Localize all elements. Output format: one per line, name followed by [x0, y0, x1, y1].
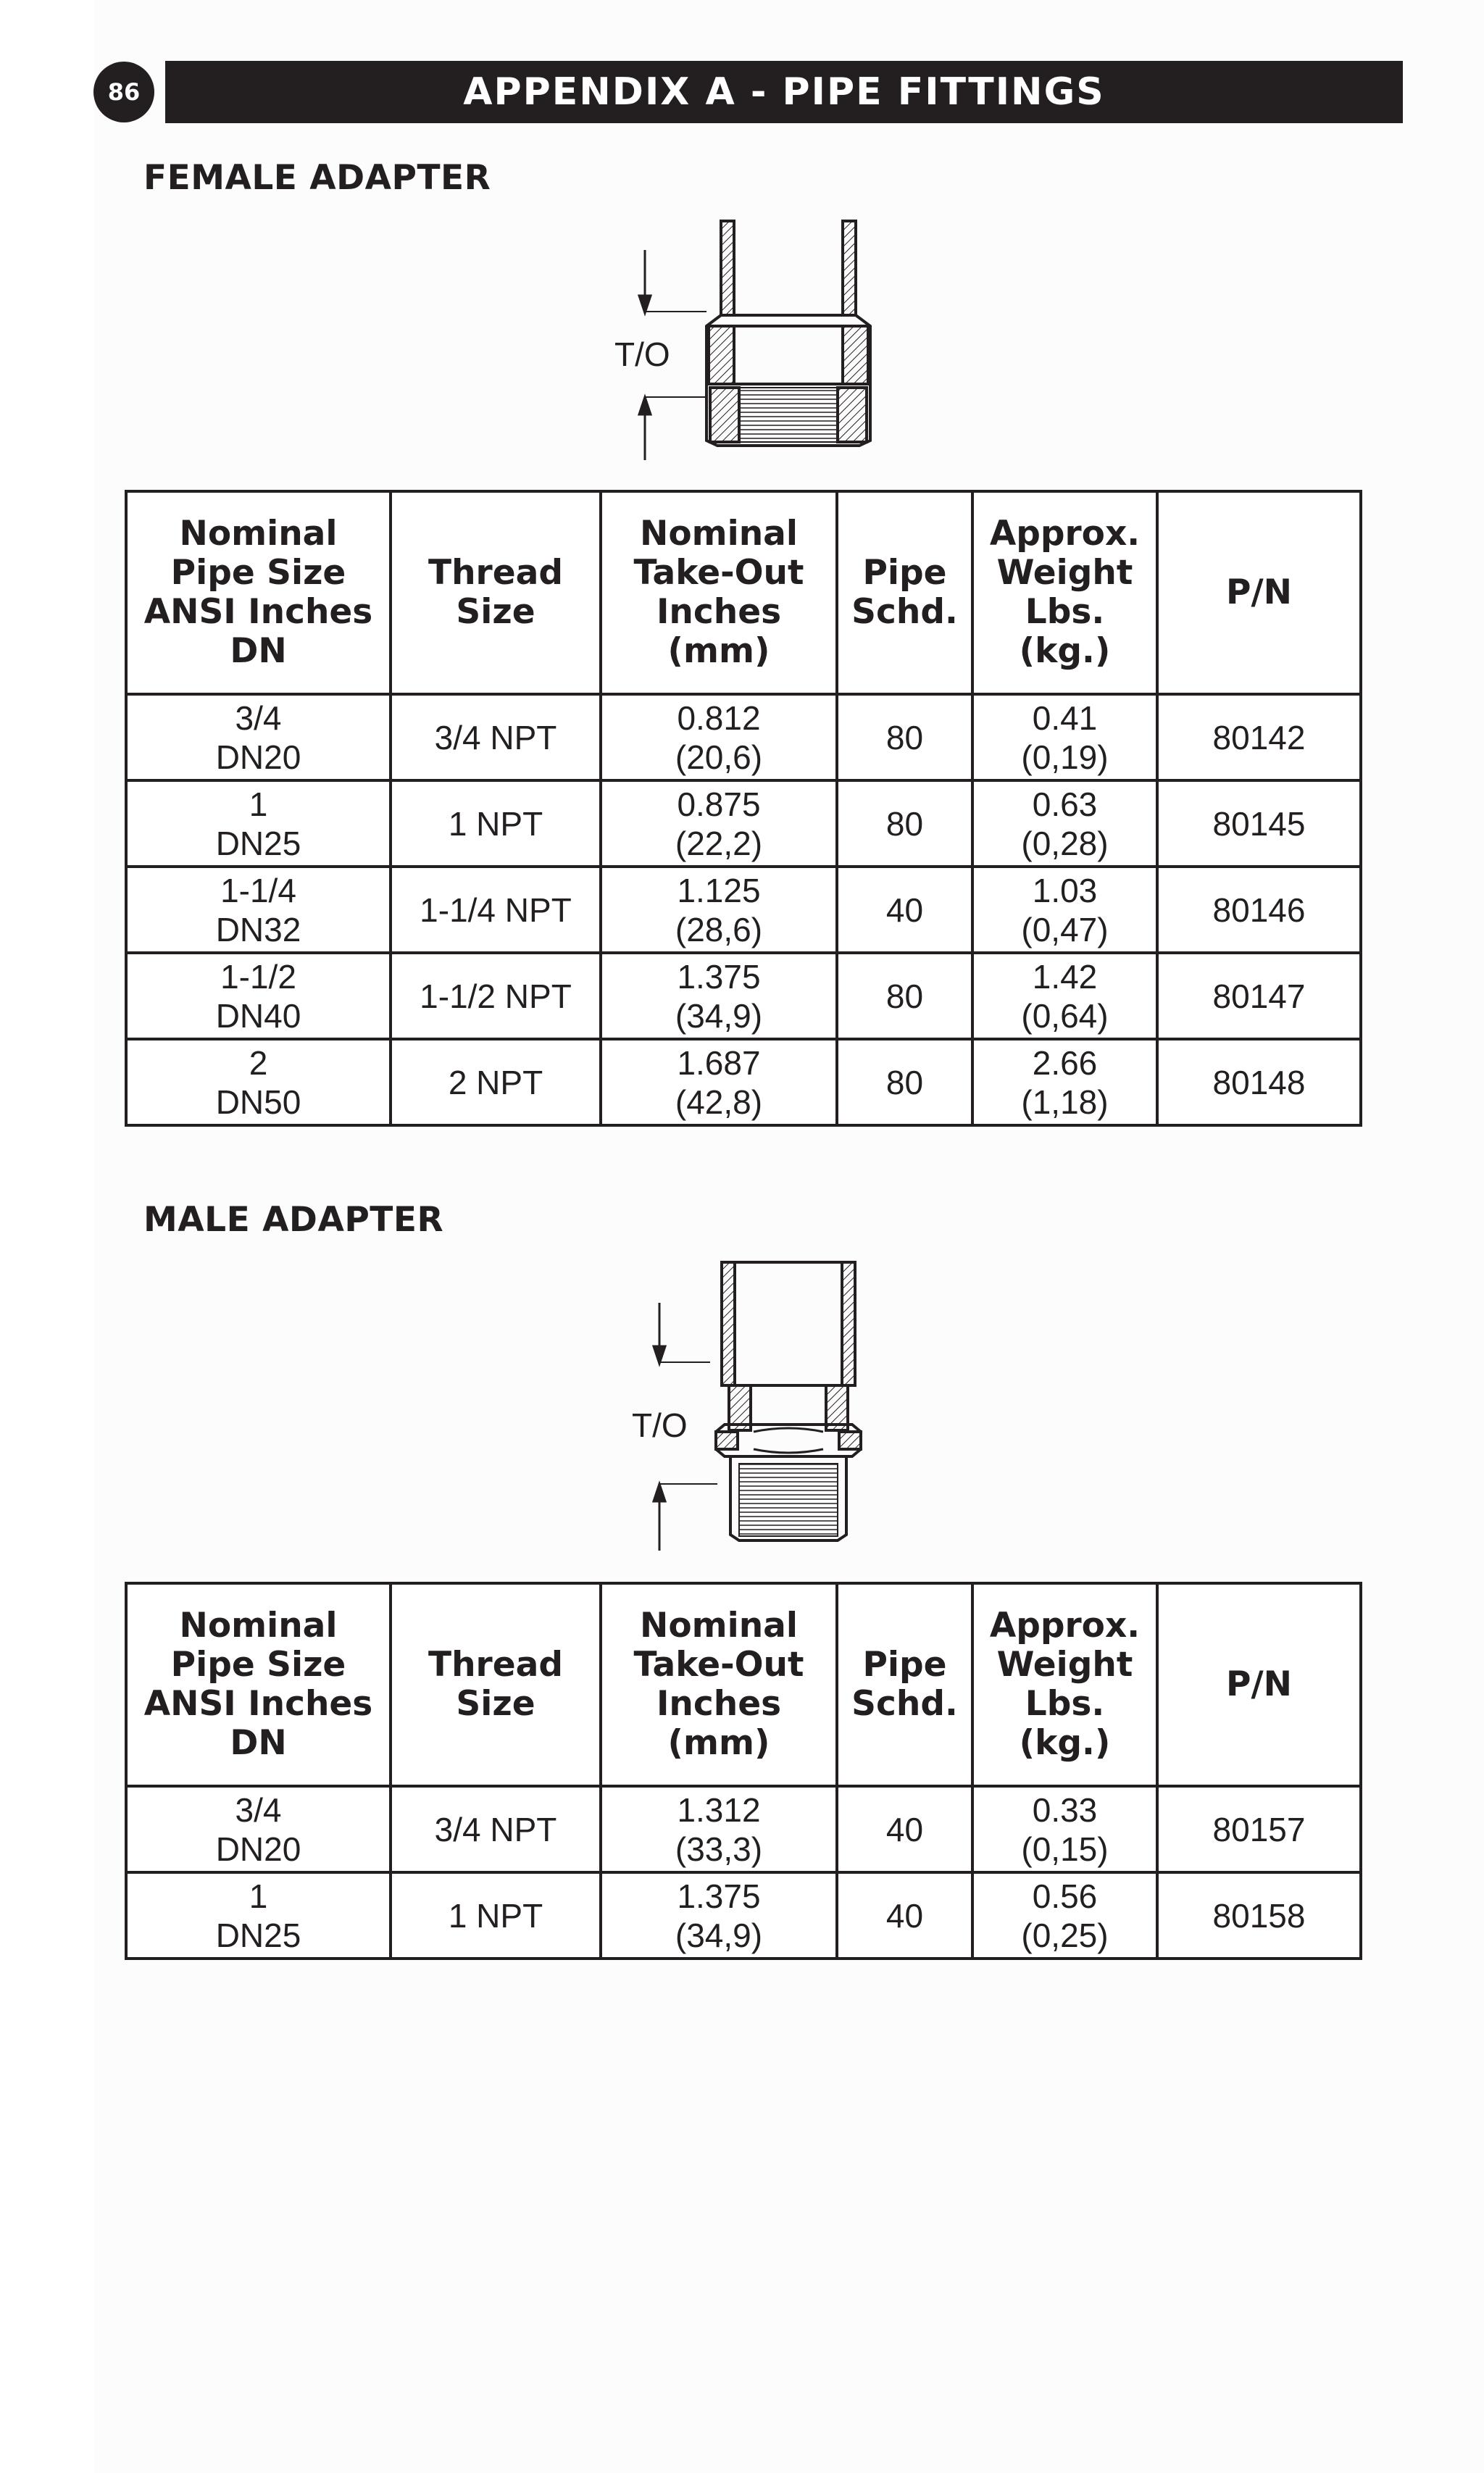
header-bar — [165, 61, 1403, 123]
cell-thread: 1-1/4 NPT — [391, 867, 601, 953]
page-title: APPENDIX A - PIPE FITTINGS — [463, 70, 1105, 114]
table-header-row — [126, 491, 1361, 694]
cell-weight: 2.66 (1,18) — [972, 1039, 1157, 1125]
female-to-label: T/O — [614, 335, 670, 373]
col-take-out: Nominal Take-Out Inches (mm) — [601, 491, 837, 694]
col-nominal-pipe-size: Nominal Pipe Size ANSI Inches DN — [126, 1583, 391, 1786]
cell-size: 2 DN50 — [126, 1039, 391, 1125]
table-row — [126, 780, 1361, 867]
col-pipe-schedule: Pipe Schd. — [837, 491, 972, 694]
cell-thread: 1-1/2 NPT — [391, 953, 601, 1039]
male-to-label: T/O — [632, 1406, 688, 1444]
cell-size: 1 DN25 — [126, 1872, 391, 1959]
table-row — [126, 867, 1361, 953]
cell-part-number: 80142 — [1157, 694, 1361, 780]
col-nominal-pipe-size: Nominal Pipe Size ANSI Inches DN — [126, 491, 391, 694]
page-number-badge — [93, 62, 154, 122]
table-header-row — [126, 1583, 1361, 1786]
col-weight: Approx. Weight Lbs. (kg.) — [972, 1583, 1157, 1786]
table-row — [126, 1786, 1361, 1872]
cell-weight: 1.03 (0,47) — [972, 867, 1157, 953]
table-row — [126, 1872, 1361, 1959]
col-part-number: P/N — [1157, 491, 1361, 694]
female-adapter-title: FEMALE ADAPTER — [143, 158, 491, 198]
male-adapter-title: MALE ADAPTER — [143, 1200, 444, 1240]
cell-part-number: 80158 — [1157, 1872, 1361, 1959]
cell-thread: 1 NPT — [391, 780, 601, 867]
cell-weight: 0.63 (0,28) — [972, 780, 1157, 867]
cell-part-number: 80148 — [1157, 1039, 1361, 1125]
cell-size: 1-1/2 DN40 — [126, 953, 391, 1039]
cell-part-number: 80145 — [1157, 780, 1361, 867]
cell-part-number: 80147 — [1157, 953, 1361, 1039]
col-thread-size: Thread Size — [391, 491, 601, 694]
col-weight: Approx. Weight Lbs. (kg.) — [972, 491, 1157, 694]
col-pipe-schedule: Pipe Schd. — [837, 1583, 972, 1786]
cell-thread: 3/4 NPT — [391, 1786, 601, 1872]
col-take-out: Nominal Take-Out Inches (mm) — [601, 1583, 837, 1786]
col-part-number: P/N — [1157, 1583, 1361, 1786]
male-adapter-diagram — [623, 1254, 884, 1558]
female-adapter-table — [125, 490, 1362, 1127]
cell-thread: 2 NPT — [391, 1039, 601, 1125]
table-row — [126, 1039, 1361, 1125]
cell-weight: 0.41 (0,19) — [972, 694, 1157, 780]
cell-schedule: 40 — [837, 1872, 972, 1959]
cell-thread: 3/4 NPT — [391, 694, 601, 780]
col-thread-size: Thread Size — [391, 1583, 601, 1786]
cell-size: 1 DN25 — [126, 780, 391, 867]
cell-schedule: 80 — [837, 1039, 972, 1125]
page-number: 86 — [107, 78, 141, 106]
cell-weight: 0.33 (0,15) — [972, 1786, 1157, 1872]
cell-takeout: 1.125 (28,6) — [601, 867, 837, 953]
cell-takeout: 1.312 (33,3) — [601, 1786, 837, 1872]
cell-schedule: 40 — [837, 867, 972, 953]
cell-part-number: 80157 — [1157, 1786, 1361, 1872]
cell-takeout: 0.812 (20,6) — [601, 694, 837, 780]
cell-takeout: 1.687 (42,8) — [601, 1039, 837, 1125]
cell-takeout: 1.375 (34,9) — [601, 953, 837, 1039]
cell-part-number: 80146 — [1157, 867, 1361, 953]
table-row — [126, 694, 1361, 780]
cell-schedule: 80 — [837, 780, 972, 867]
cell-takeout: 0.875 (22,2) — [601, 780, 837, 867]
cell-schedule: 80 — [837, 953, 972, 1039]
cell-weight: 0.56 (0,25) — [972, 1872, 1157, 1959]
cell-takeout: 1.375 (34,9) — [601, 1872, 837, 1959]
female-adapter-diagram — [609, 210, 884, 471]
table-row — [126, 953, 1361, 1039]
cell-schedule: 80 — [837, 694, 972, 780]
cell-schedule: 40 — [837, 1786, 972, 1872]
cell-weight: 1.42 (0,64) — [972, 953, 1157, 1039]
cell-thread: 1 NPT — [391, 1872, 601, 1959]
cell-size: 3/4 DN20 — [126, 694, 391, 780]
cell-size: 1-1/4 DN32 — [126, 867, 391, 953]
male-adapter-table — [125, 1582, 1362, 1960]
cell-size: 3/4 DN20 — [126, 1786, 391, 1872]
